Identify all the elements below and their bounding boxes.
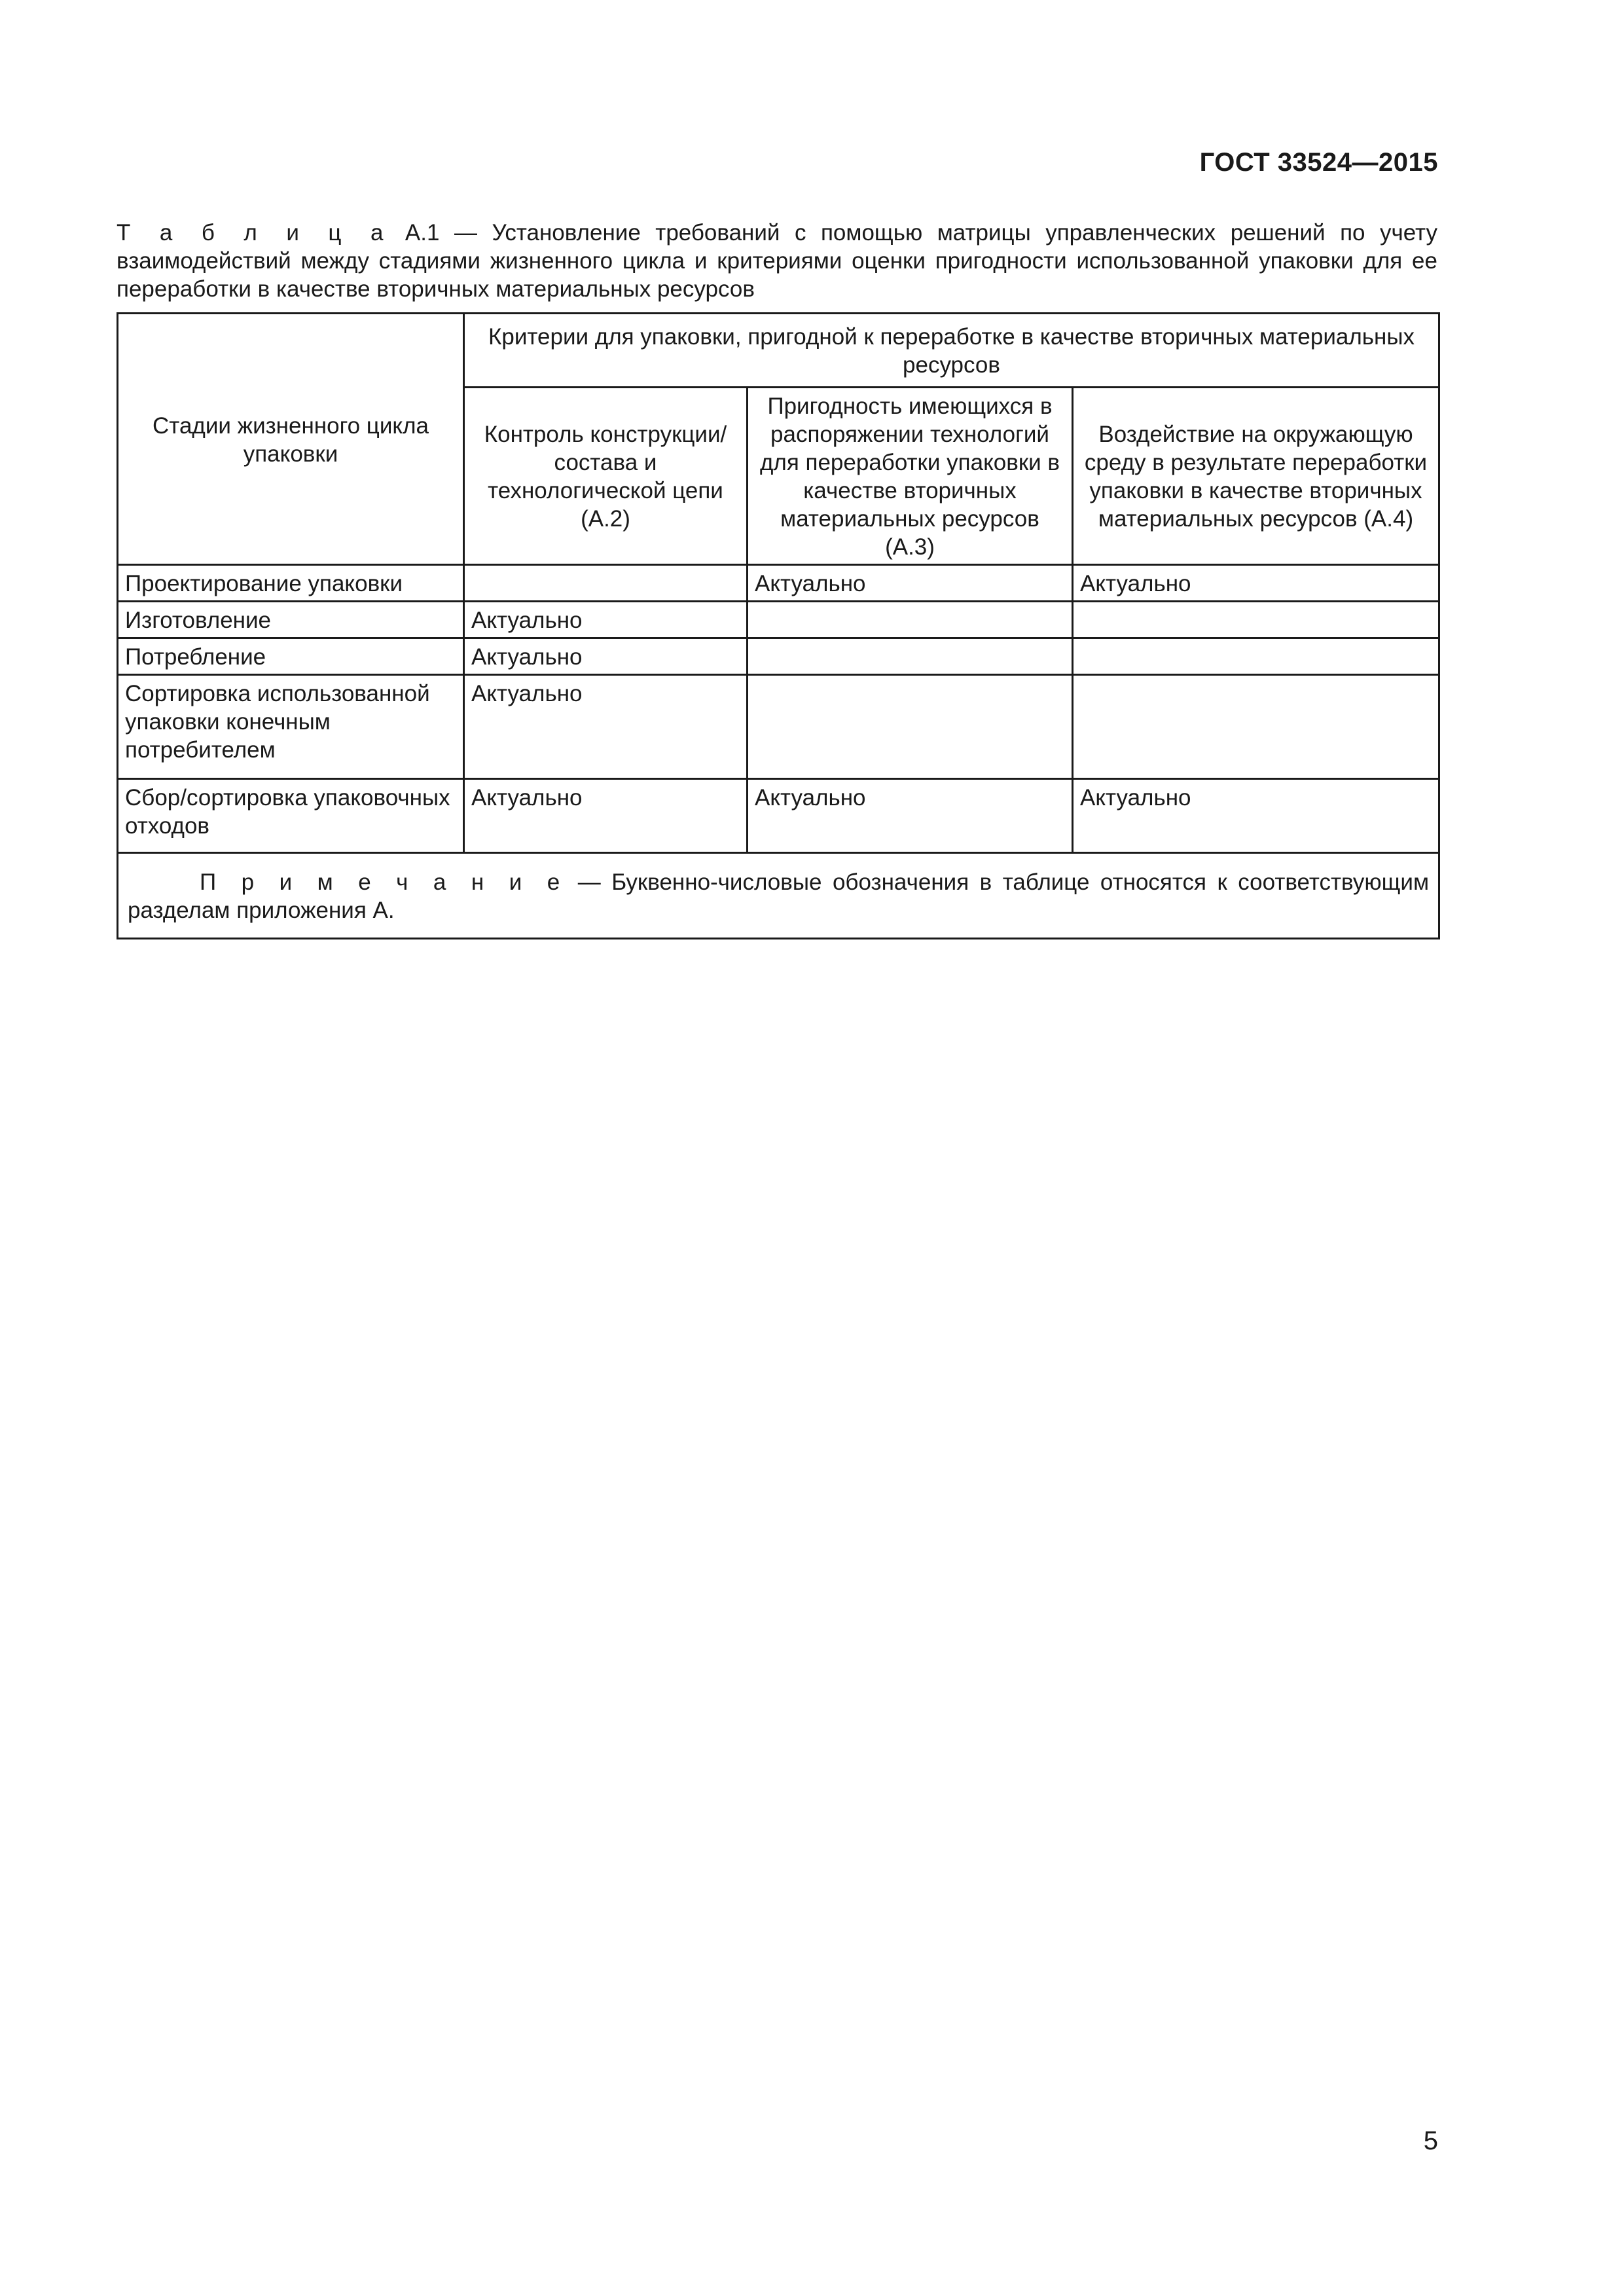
standard-code: ГОСТ 33524—2015 (1199, 148, 1438, 177)
stage-cell: Изготовление (118, 602, 464, 638)
criteria-cell (1073, 638, 1439, 675)
table-row (118, 565, 1439, 602)
criteria-cell (1073, 602, 1439, 638)
criteria-cell: Актуально (464, 638, 748, 675)
table-row (118, 779, 1439, 853)
table-row (118, 675, 1439, 779)
note-label: П р и м е ч а н и е (200, 869, 568, 895)
table-row (118, 602, 1439, 638)
criteria-cell (748, 602, 1073, 638)
table-note (118, 853, 1439, 939)
stage-column-header: Стадии жизненного цикла упаковки (118, 314, 464, 565)
criteria-cell: Актуально (464, 779, 748, 853)
criteria-cell: Актуально (1073, 565, 1439, 602)
criteria-cell: Актуально (464, 602, 748, 638)
criteria-cell (1073, 675, 1439, 779)
stage-cell: Проектирование упаковки (118, 565, 464, 602)
decision-matrix-table (117, 312, 1440, 939)
column-header-control: Контроль конструкции/состава и технологической цепи (А.2) (464, 388, 748, 565)
caption-label: Т а б л и ц а (117, 220, 391, 246)
note-row (118, 853, 1439, 939)
caption-text: А.1 — Установление требований с помощью матрицы управленческих решений по учету взаимодействий между стадиями жизненного цикла и критериями оценки пригодности использованной упаковки для ее переработки в качестве вторичных материальных ресурсов (117, 220, 1437, 302)
stage-cell: Сортировка использованной упаковки конечным потребителем (118, 675, 464, 779)
table-row (118, 638, 1439, 675)
criteria-header: Критерии для упаковки, пригодной к переработке в качестве вторичных материальных ресурсов (464, 314, 1439, 388)
criteria-cell: Актуально (464, 675, 748, 779)
column-header-environment: Воздействие на окружающую среду в результате переработки упаковки в качестве вторичных материальных ресурсов (А.4) (1073, 388, 1439, 565)
criteria-cell: Актуально (748, 779, 1073, 853)
criteria-cell: Актуально (748, 565, 1073, 602)
criteria-cell: Актуально (1073, 779, 1439, 853)
header-row-1 (118, 314, 1439, 388)
stage-cell: Сбор/сортировка упаковочных отходов (118, 779, 464, 853)
table-caption (117, 219, 1437, 303)
criteria-cell (748, 638, 1073, 675)
criteria-cell (464, 565, 748, 602)
criteria-cell (748, 675, 1073, 779)
page-number: 5 (1423, 2126, 1438, 2155)
column-header-technology: Пригодность имеющихся в распоряжении технологий для переработки упаковки в качестве вторичных материальных ресурсов (А.3) (748, 388, 1073, 565)
note-text: — Буквенно-числовые обозначения в таблице относятся к соответствующим разделам приложения А. (128, 869, 1430, 923)
stage-cell: Потребление (118, 638, 464, 675)
